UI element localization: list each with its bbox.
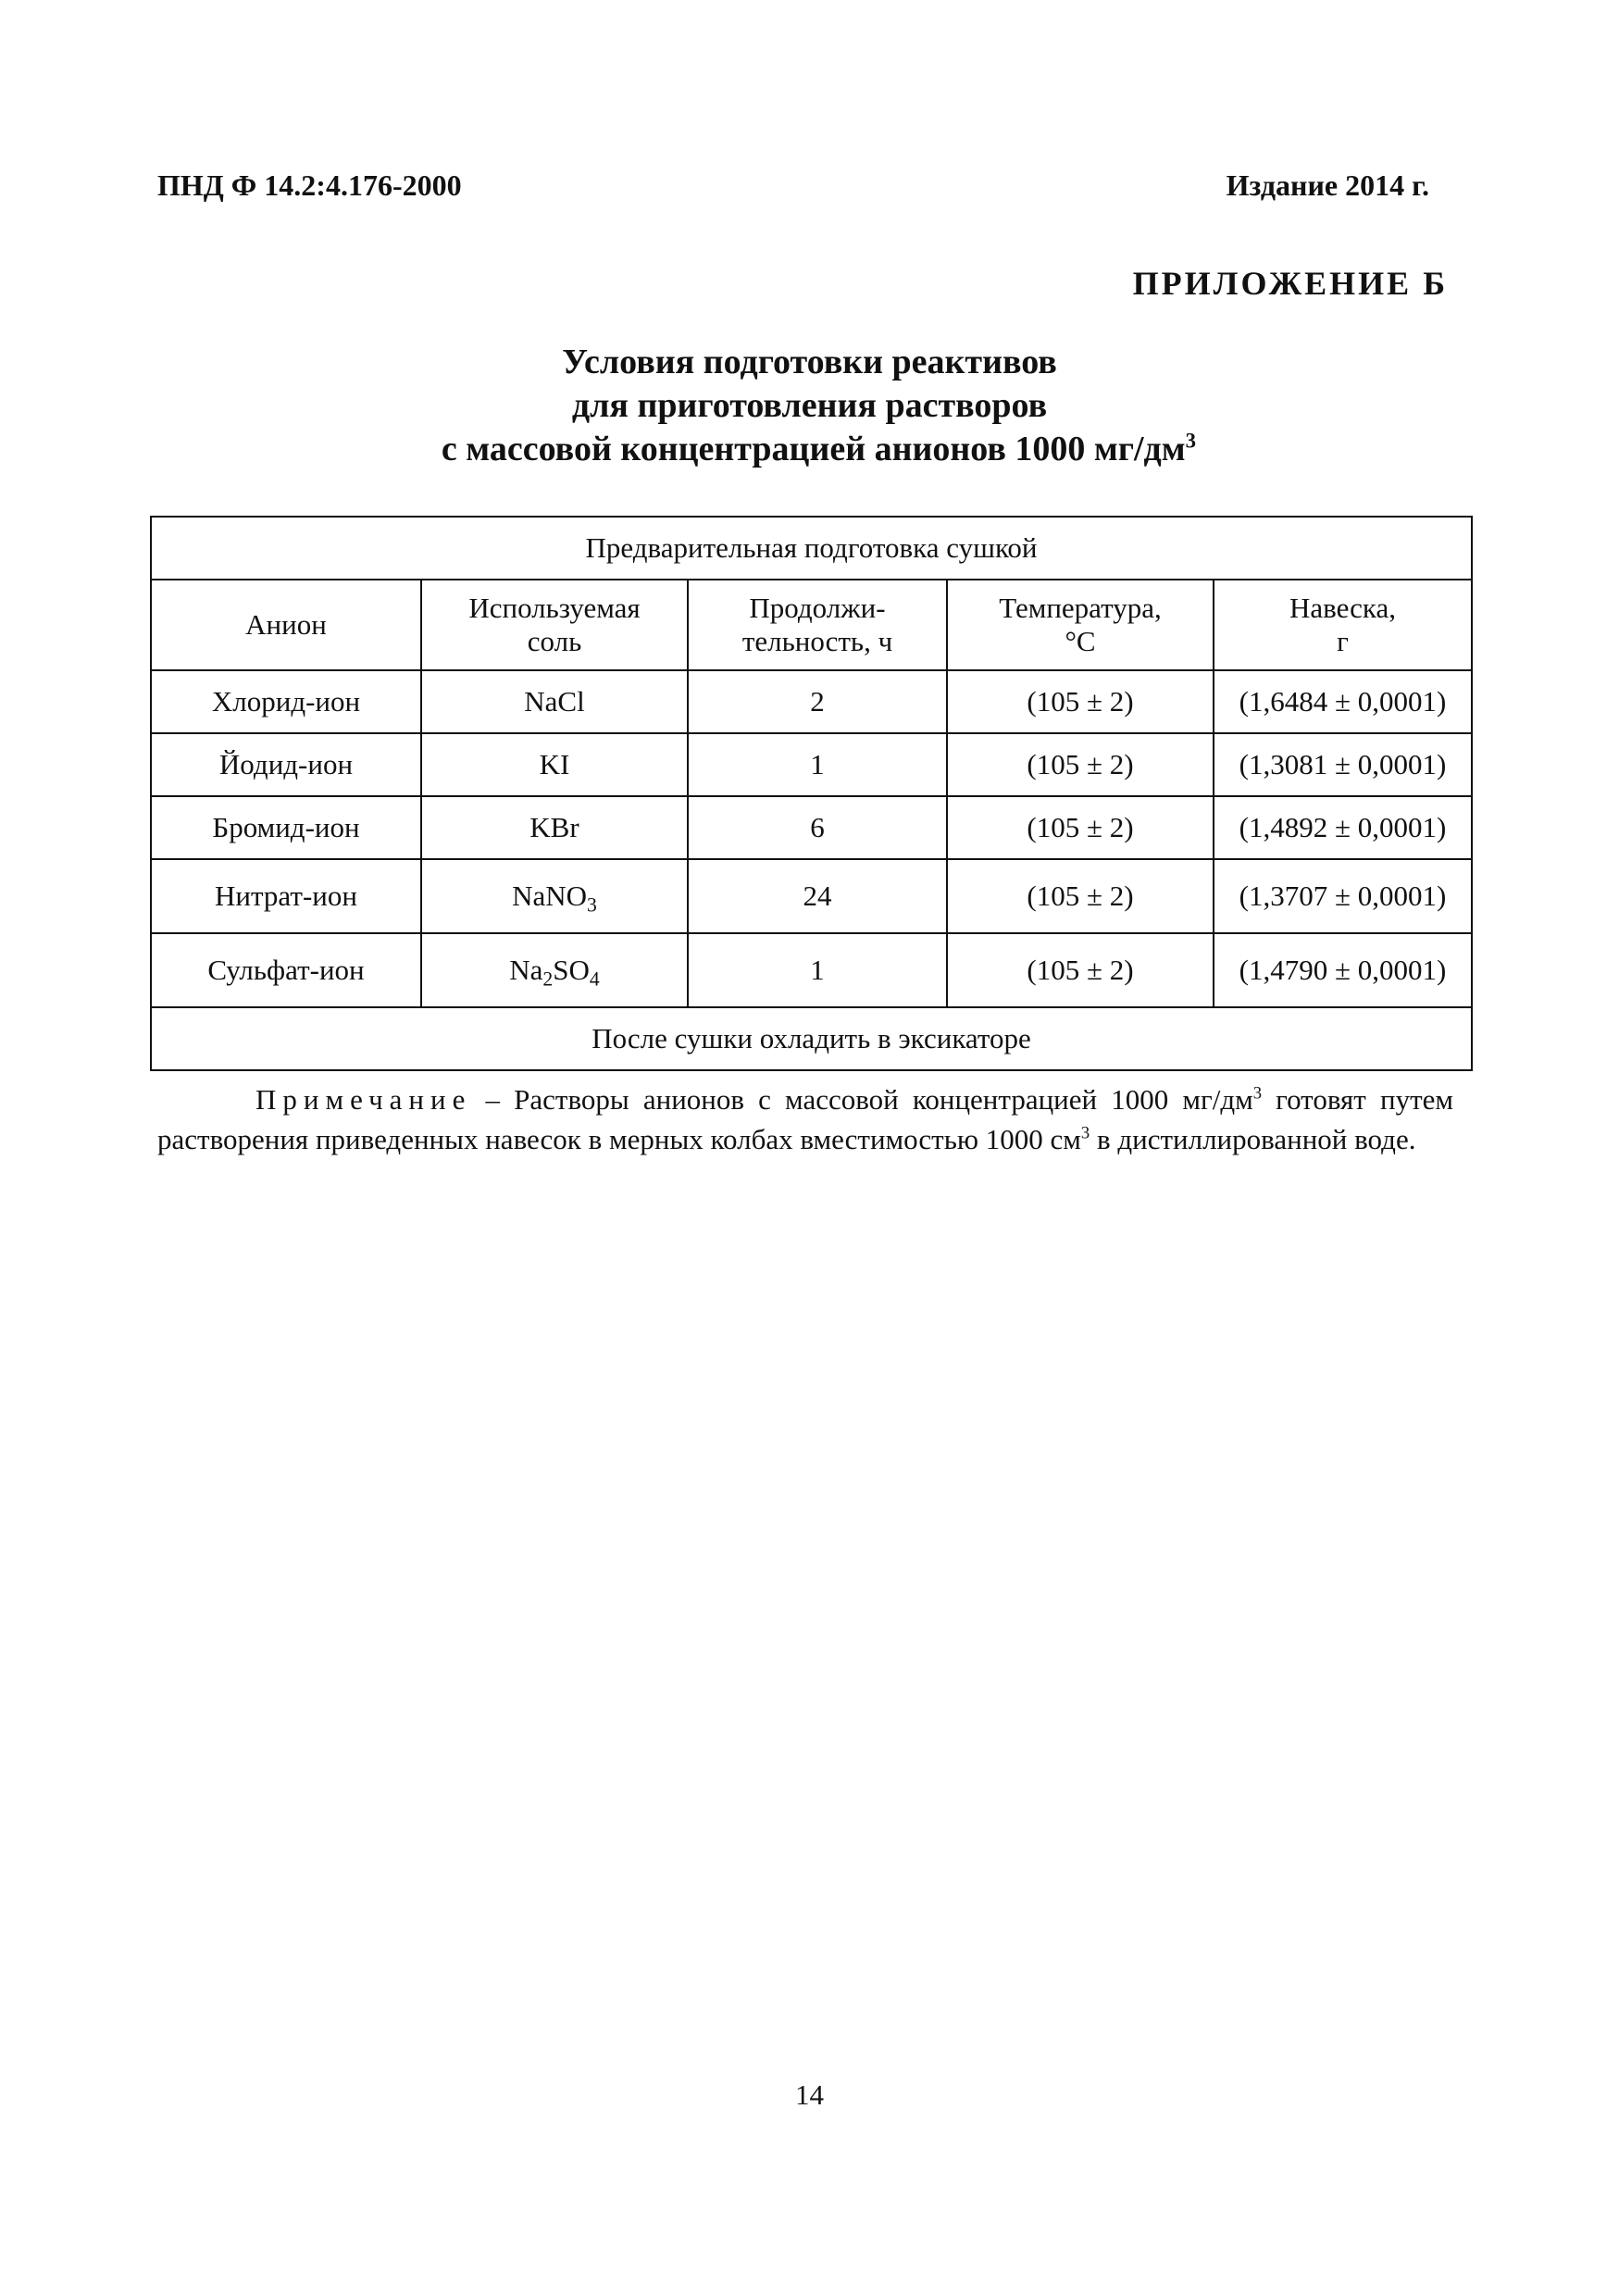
- cell-mass: (1,4790 ± 0,0001): [1214, 933, 1472, 1007]
- title-line-3-text: с массовой концентрацией анионов 1000 мг/дм: [441, 430, 1186, 468]
- cell-anion: Сульфат-ион: [151, 933, 421, 1007]
- table-row: [151, 796, 1472, 859]
- cell-mass: (1,3081 ± 0,0001): [1214, 733, 1472, 796]
- salt-formula-part: SO: [553, 954, 590, 986]
- column-header-mass-line2: г: [1337, 625, 1349, 657]
- title-line-3: [0, 428, 1619, 471]
- column-header-salt: [421, 580, 688, 670]
- note-label: Примечание: [255, 1083, 472, 1116]
- table-row: [151, 670, 1472, 733]
- cell-anion: Йодид-ион: [151, 733, 421, 796]
- cell-temperature: (105 ± 2): [947, 796, 1214, 859]
- cell-salt: [421, 670, 688, 733]
- note-dash: –: [471, 1083, 515, 1116]
- title-line-2: для приготовления растворов: [571, 386, 1048, 425]
- cell-mass: (1,3707 ± 0,0001): [1214, 859, 1472, 933]
- table-row: [151, 733, 1472, 796]
- table-caption-row: [151, 517, 1472, 580]
- cell-duration: 2: [688, 670, 947, 733]
- cell-duration: 1: [688, 933, 947, 1007]
- note-text-2: готовят путем растворения приведенных навесок в мерных колбах вместимостью 1000 см: [157, 1083, 1454, 1155]
- column-header-salt-line1: Используемая: [468, 592, 641, 624]
- column-header-duration-line1: Продолжи-: [749, 592, 886, 624]
- cell-duration: 24: [688, 859, 947, 933]
- column-header-mass-line1: Навеска,: [1289, 592, 1396, 624]
- cell-temperature: (105 ± 2): [947, 733, 1214, 796]
- table-row: [151, 859, 1472, 933]
- note-text-1: Растворы анионов с массовой концентрацией 1000 мг/дм: [514, 1083, 1253, 1116]
- table-footer: После сушки охладить в эксикаторе: [151, 1007, 1472, 1070]
- table-footer-row: [151, 1007, 1472, 1070]
- cell-salt: [421, 733, 688, 796]
- cell-mass: (1,4892 ± 0,0001): [1214, 796, 1472, 859]
- column-header-temperature-line2: °С: [1065, 625, 1096, 657]
- cell-mass: (1,6484 ± 0,0001): [1214, 670, 1472, 733]
- column-header-anion: [151, 580, 421, 670]
- cell-salt: [421, 796, 688, 859]
- table-row: [151, 933, 1472, 1007]
- page-number: 14: [795, 2078, 824, 2111]
- column-header-duration: [688, 580, 947, 670]
- salt-formula-subscript: 2: [542, 967, 554, 991]
- note-superscript-1: 3: [1252, 1083, 1263, 1104]
- column-header-duration-line2: тельность, ч: [741, 625, 893, 657]
- reagent-preparation-table: [150, 516, 1473, 1071]
- salt-formula-part: KI: [539, 748, 570, 780]
- cell-temperature: (105 ± 2): [947, 859, 1214, 933]
- title-line-1: Условия подготовки реактивов: [562, 343, 1057, 381]
- note-superscript-2: 3: [1080, 1123, 1090, 1143]
- column-header-temperature: [947, 580, 1214, 670]
- cell-duration: 6: [688, 796, 947, 859]
- cell-temperature: (105 ± 2): [947, 933, 1214, 1007]
- salt-formula-subscript: 3: [587, 893, 597, 917]
- table-body: [151, 517, 1472, 1070]
- cell-salt: [421, 859, 688, 933]
- appendix-heading: ПРИЛОЖЕНИЕ Б: [1132, 265, 1448, 302]
- salt-formula-part: NaCl: [524, 685, 585, 718]
- column-header-salt-line2: соль: [527, 625, 582, 657]
- title-superscript: 3: [1185, 429, 1197, 453]
- cell-salt: [421, 933, 688, 1007]
- cell-duration: 1: [688, 733, 947, 796]
- table-caption: Предварительная подготовка сушкой: [151, 517, 1472, 580]
- column-header-mass: [1214, 580, 1472, 670]
- column-header-temperature-line1: Температура,: [999, 592, 1162, 624]
- page-title: [0, 341, 1619, 471]
- note-text-3: в дистиллированной воде.: [1090, 1123, 1416, 1155]
- salt-formula-subscript: 4: [589, 967, 600, 991]
- salt-formula-part: KBr: [529, 811, 579, 843]
- column-header-anion-line1: Анион: [245, 608, 327, 641]
- cell-temperature: (105 ± 2): [947, 670, 1214, 733]
- cell-anion: Хлорид-ион: [151, 670, 421, 733]
- table-note: [157, 1079, 1453, 1159]
- salt-formula-part: NaNO: [512, 880, 588, 912]
- edition-label: Издание 2014 г.: [1226, 168, 1429, 202]
- table-header-row: [151, 580, 1472, 670]
- salt-formula-part: Na: [509, 954, 543, 986]
- cell-anion: Бромид-ион: [151, 796, 421, 859]
- document-code: ПНД Ф 14.2:4.176-2000: [157, 168, 462, 202]
- cell-anion: Нитрат-ион: [151, 859, 421, 933]
